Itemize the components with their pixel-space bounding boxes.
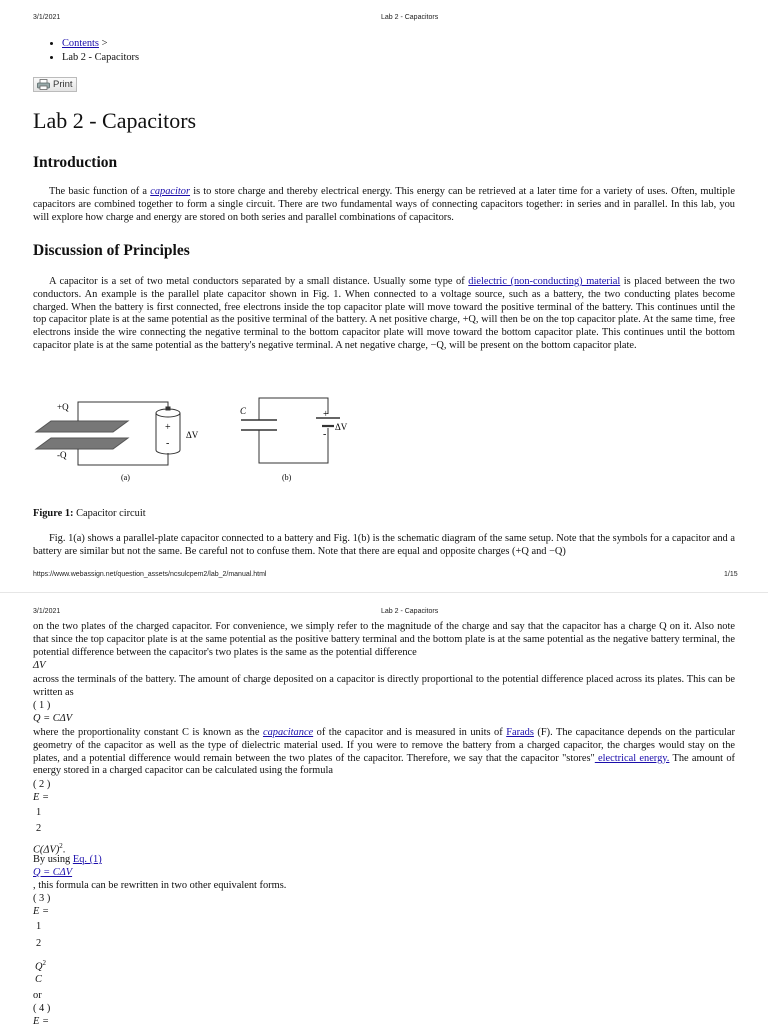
- eq3-e: E =: [33, 906, 49, 917]
- farads-link[interactable]: Farads: [506, 727, 534, 738]
- eq3-number: ( 3 ): [33, 893, 51, 904]
- intro-heading: Introduction: [33, 154, 118, 171]
- eq3-two: 2: [36, 938, 42, 949]
- breadcrumb: [44, 37, 139, 65]
- eq1-link[interactable]: Eq. (1): [72, 854, 102, 865]
- capacitor-circuit-figure: [33, 388, 373, 488]
- page1-header-title: Lab 2 - Capacitors: [381, 14, 439, 21]
- eq4-e: E =: [33, 1016, 49, 1027]
- eq2-number: ( 2 ): [33, 779, 51, 790]
- figure-paragraph: Fig. 1(a) shows a parallel-plate capacitor connected to a battery and Fig. 1(b) is the schematic diagram of the same setup. Note that the symbols for a capacitor and a battery are similar but not the same. Be careful not to confuse them. Note that there are equal and opposite charges (+Q and −Q): [33, 533, 735, 557]
- contents-link[interactable]: Contents: [62, 38, 99, 49]
- eq1-formula: Q = CΔV: [33, 713, 73, 724]
- battery-plus-b: +: [323, 409, 329, 420]
- figure-caption: Figure 1: Capacitor circuit: [33, 508, 146, 519]
- delta-v-line: ΔV: [33, 660, 46, 671]
- eq3-q-squared: $Q^2$: [35, 959, 47, 973]
- principles-heading: Discussion of Principles: [33, 242, 190, 259]
- eq2-two: 2: [36, 823, 42, 834]
- rewritten-line: , this formula can be rewritten in two other equivalent forms.: [33, 880, 287, 891]
- by-using-line: By using Eq. (1): [33, 854, 102, 865]
- print-label: Print: [53, 79, 73, 90]
- principles-paragraph: A capacitor is a set of two metal conductors separated by a small distance. Usually some type of dielectric (non-conducting) material is placed between the two conductors. An example is the parallel plate capacitor shown in Fig. 1. When connected to a voltage source, such as a battery, the two conducting plates become charged. When the battery is first connected, free electrons inside the top capacitor plate will move toward the positive terminal of the battery. This continues until the top capacitor plate is at the same potential as the positive terminal of the battery. A net positive charge, +Q, will then be on the top capacitor plate. At the same time, free electrons inside the wire connecting the negative terminal to the bottom capacitor plate will move toward the bottom capacitor plate. This continues until the bottom capacitor plate is at the same potential as the battery's negative terminal. A net negative charge, −Q, will be present on the bottom capacitor plate.: [33, 276, 735, 351]
- battery-plus-a: +: [165, 422, 171, 433]
- figure-label-a: (a): [121, 473, 130, 482]
- page-title: Lab 2 - Capacitors: [33, 108, 197, 133]
- print-button[interactable]: [33, 77, 77, 92]
- page1-footer-page: 1/15: [724, 571, 738, 578]
- eq2-one: 1: [36, 807, 42, 818]
- capacitance-paragraph: where the proportionality constant C is known as the capacitance of the capacitor and is measured in units of Farads (F). The capacitance depends on the particular geometry of the capacitor as well as the type of dielectric material used. If you were to remove the battery from a charged capacitor, the charges would stay on the plates, and a potential difference would remain between the two plates of the capacitor. Therefore, we say that the capacitor "stores" electrical energy. The amount of energy stored in a charged capacitor can be calculated using the formula: [33, 727, 735, 777]
- eq1-link-formula: [33, 867, 72, 880]
- charge-paragraph: on the two plates of the charged capacitor. For convenience, we simply refer to the magnitude of the charge and say that the capacitor has a charge Q on it. Also note that since the top capacitor plate is at the same potential as the positive battery terminal and the bottom plate is at the same potential as the negative battery terminal, the potential difference between the capacitor's two plates is the same as the potential difference: [33, 621, 735, 658]
- eq1-formula-link[interactable]: Q = CΔV: [33, 867, 73, 878]
- capacitor-link[interactable]: capacitor: [150, 186, 191, 197]
- minus-q-label: -Q: [57, 450, 67, 460]
- page1-footer-url: https://www.webassign.net/question_assets/ncsulcpem2/lab_2/manual.html: [33, 571, 267, 578]
- breadcrumb-separator: >: [101, 38, 108, 49]
- eq3-c: C: [35, 974, 42, 985]
- eq1-number: ( 1 ): [33, 700, 51, 711]
- capacitor-c-label: C: [240, 406, 247, 416]
- battery-minus-a: -: [166, 438, 170, 449]
- breadcrumb-item-contents: [62, 37, 139, 51]
- delta-v-label-b: ΔV: [335, 422, 348, 432]
- page2-header-date: 3/1/2021: [33, 608, 61, 615]
- page-separator: [0, 592, 768, 593]
- delta-v-label-a: ΔV: [186, 430, 199, 440]
- dielectric-link[interactable]: dielectric (non-conducting) material: [468, 276, 621, 287]
- eq4-number: ( 4 ): [33, 1003, 51, 1014]
- battery-minus-b: -: [323, 429, 327, 440]
- eq3-one: 1: [36, 921, 42, 932]
- eq2-e: E =: [33, 792, 49, 803]
- electrical-energy-link[interactable]: electrical energy.: [594, 752, 670, 764]
- plus-q-label: +Q: [57, 402, 69, 412]
- page1-header-date: 3/1/2021: [33, 14, 61, 21]
- printer-icon: [37, 79, 50, 90]
- proportional-paragraph: across the terminals of the battery. The amount of charge deposited on a capacitor is directly proportional to the potential difference placed across its plates. This can be written as: [33, 674, 735, 698]
- or-text: or: [33, 990, 42, 1001]
- figure-label-b: (b): [282, 473, 292, 482]
- intro-paragraph: The basic function of a capacitor is to store charge and thereby electrical energy. This energy can be retrieved at a later time for a variety of uses. Often, multiple capacitors are combined together to form a single circuit. There are two fundamental ways of connecting capacitors together: in series and in parallel. In this lab, you will explore how charge and energy are stored on both series and parallel combinations of capacitors.: [33, 186, 735, 223]
- eq2-c-delta-v: $C(\Delta V)^2$.: [33, 842, 66, 856]
- breadcrumb-item-current: • Lab 2 - Capacitors: [62, 51, 139, 65]
- capacitance-link[interactable]: capacitance: [262, 727, 314, 738]
- page2-header-title: Lab 2 - Capacitors: [381, 608, 439, 615]
